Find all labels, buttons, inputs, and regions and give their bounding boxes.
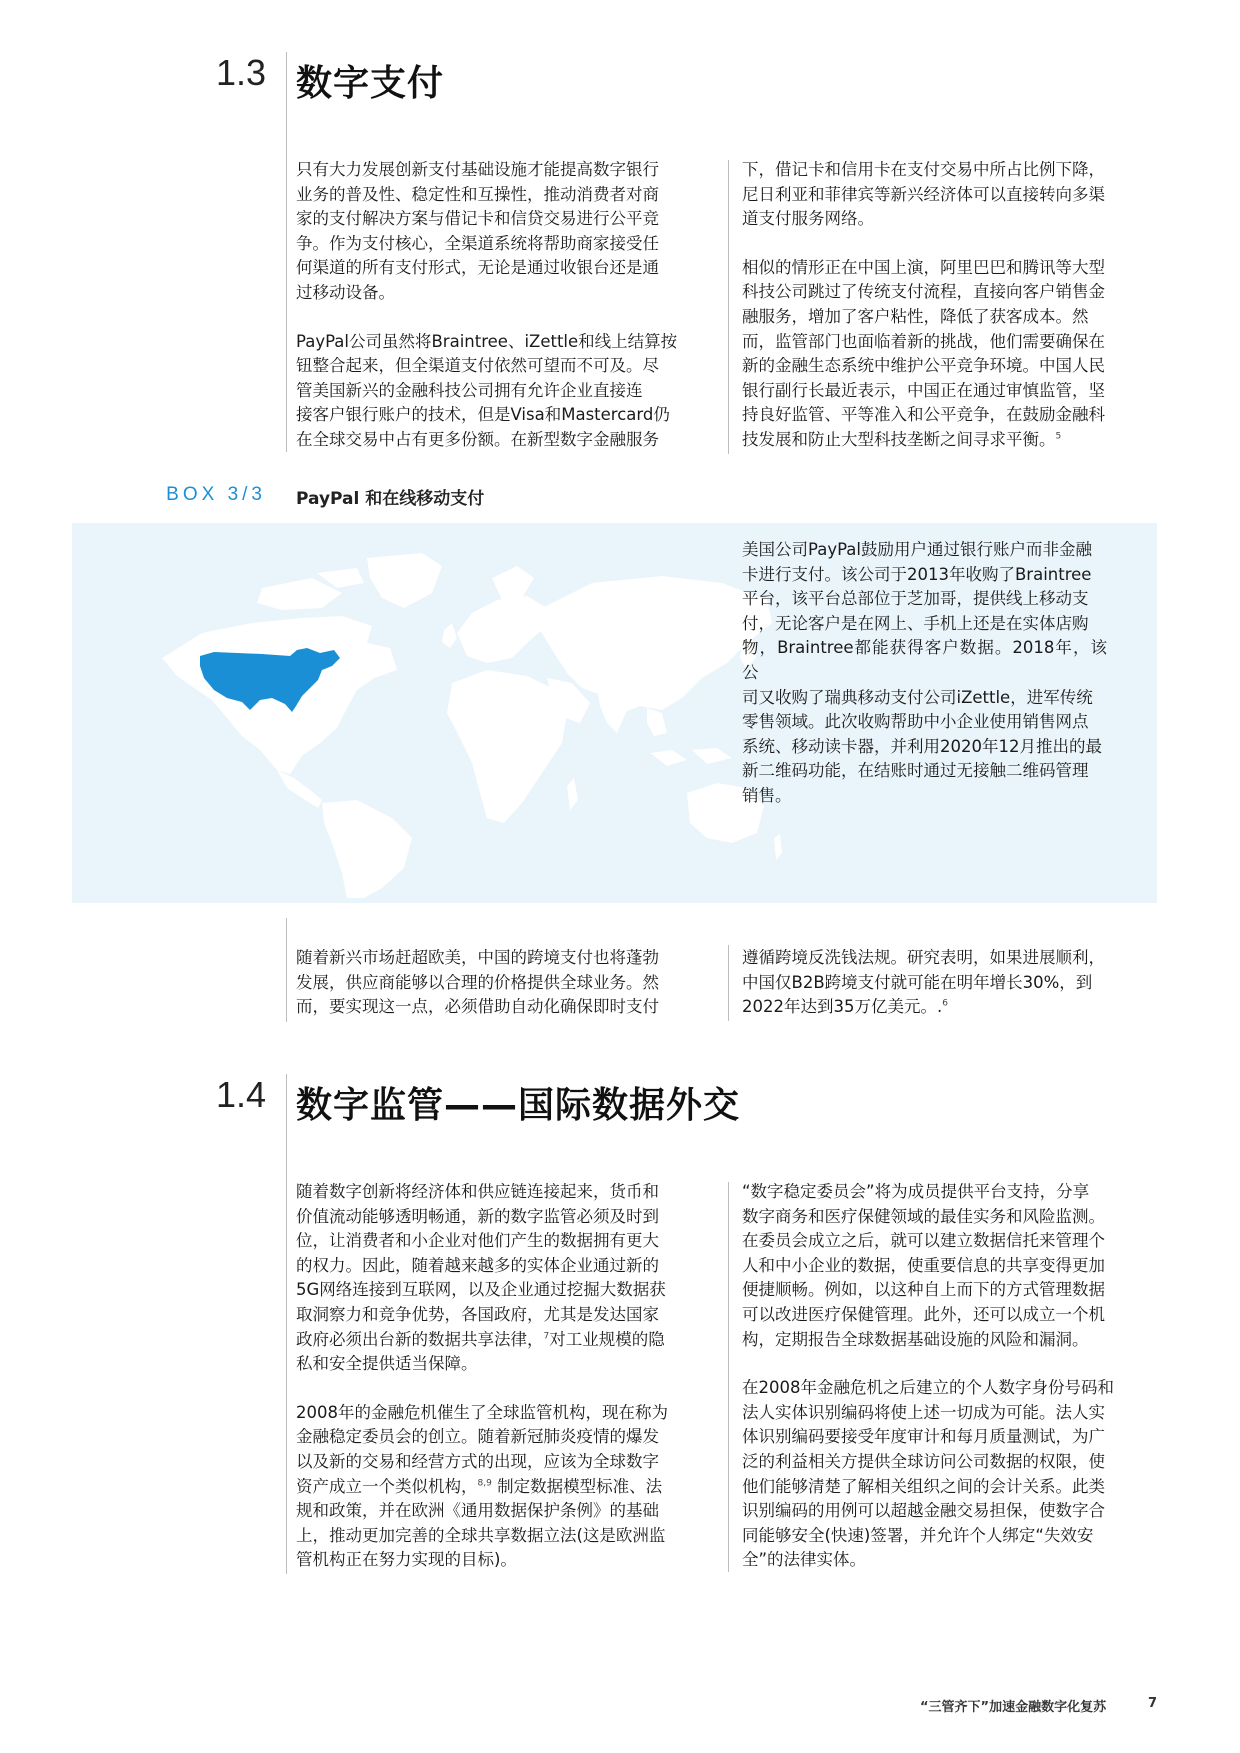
section-divider-line (286, 52, 287, 452)
footnote-marker: 7 (543, 1331, 550, 1342)
box-panel (72, 523, 1157, 903)
column-divider-line (728, 160, 729, 454)
section14-right-column (742, 1180, 1162, 1597)
box-title: PayPal 和在线移动支付 (296, 489, 485, 509)
afterbox-right-column (742, 946, 1162, 1020)
paragraph-text: 随着数字创新将经济体和供应链连接起来，货币和 价值流动能够透明畅通，新的数字监管必须及时到 位，让消费者和小企业对他们产生的数据拥有更大 的权力。因此，随着越来越多的实体企业通过新的 5G网络连接到互联网，以及企业通过挖掘大数据获 取洞察力和竞争优势，各国政府，尤其是发达国家 政府必须出台新的数据共享法律， (296, 1182, 666, 1349)
section14-left-column (296, 1180, 711, 1597)
footnote-marker: 8,9 (477, 1478, 492, 1489)
paragraph: PayPal公司虽然将Braintree、iZettle和线上结算按 钮整合起来，但全渠道支付依然可望而不可及。尽 管美国新兴的金融科技公司拥有允许企业直接连 接客户银行账户的技术，但是Visa和Mastercard仍 在全球交易中占有更多份额。在新型数字金融服务 (296, 331, 678, 449)
paragraph: 只有大力发展创新支付基础设施才能提高数字银行 业务的普及性、稳定性和互操性，推动消费者对商 家的支付解决方案与借记卡和信贷交易进行公平竞 争。作为支付核心，全渠道系统将帮助商家接受任 何渠道的所有支付形式，无论是通过收银台还是通 过移动设备。 (296, 160, 659, 302)
paragraph-text: 2008年的金融危机催生了全球监管机构，现在称为 金融稳定委员会的创立。随着新冠肺炎疫情的爆发 以及新的交易和经营方式的出现，应该为全球数字 资产成立一个类似机构， (296, 1402, 668, 1496)
box-label: BOX 3/3 (166, 484, 266, 505)
section13-right-column (742, 158, 1162, 477)
paragraph: 在2008年金融危机之后建立的个人数字身份号码和 法人实体识别编码将使上述一切成为可能。法人实 体识别编码要接受年度审计和每月质量测试，为广 泛的利益相关方提供全球访问公司数据的权限，使 他们能够清楚了解相关组织之间的会计关系。此类 识别编码的用例可以超越金融交易担保，使数字合 同能够安全(快速)签署，并允许个人绑定“失效安 全”的法律实体。 (742, 1378, 1114, 1570)
section-number: 1.3 (215, 52, 266, 93)
section-title: 数字支付 (296, 63, 445, 104)
footer-title: “三管齐下”加速金融数字化复苏 (920, 1700, 1107, 1715)
paragraph-text: 制定数据模型标准、法 规和政策，并在欧洲《通用数据保护条例》的基础 上，推动更加完善的全球共享数据立法(这是欧洲监 管机构正在努力实现的目标)。 (296, 1476, 666, 1570)
paragraph (742, 256, 1162, 453)
section-title: 数字监管——国际数据外交 (296, 1085, 741, 1126)
paragraph-text: 相似的情形正在中国上演，阿里巴巴和腾讯等大型 科技公司跳过了传统支付流程，直接向客户销售金 融服务，增加了客户粘性，降低了获客成本。然 而，监管部门也面临着新的挑战，他们需要确保在 新的金融生态系统中维护公平竞争环境。中国人民 银行副行长最近表示，中国正在通过审慎监管，坚 持良好监管、平等准入和公平竞争，在鼓励金融科 技发展和防止大型科技垄断之间寻求平衡。 (742, 257, 1105, 449)
box-text: 美国公司PayPal鼓励用户通过银行账户而非金融 卡进行支付。该公司于2013年收购了Braintree 平台，该平台总部位于芝加哥，提供线上移动支 付，无论客户是在网上、手机上还是在实体店购 物，Braintree都能获得客户数据。2018年，该公 司又收购了瑞典移动支付公司iZettle，进军传统 零售领域。此次收购帮助中小企业使用销售网点 系统、移动读卡器，并利用2020年12月推出的最 新二维码功能，在结账时通过无接触二维码管理 销售。 (742, 540, 1107, 805)
footnote-marker: 6 (942, 998, 948, 1009)
afterbox-left-column: 随着新兴市场赶超欧美，中国的跨境支付也将蓬勃 发展，供应商能够以合理的价格提供全球业务。然 而，要实现这一点，必须借助自动化确保即时支付 (296, 948, 659, 1017)
page-number: 7 (1148, 1696, 1158, 1711)
section-divider-line (286, 918, 287, 1022)
paragraph (296, 1180, 711, 1377)
paragraph-text: 遵循跨境反洗钱法规。研究表明，如果进展顺利， 中国仅B2B跨境支付就可能在明年增长30%，到 2022年达到35万亿美元。. (742, 948, 1105, 1017)
world-map-image (142, 538, 782, 898)
section-number: 1.4 (215, 1074, 266, 1115)
column-divider-line (728, 945, 729, 1021)
paragraph: “数字稳定委员会”将为成员提供平台支持，分享 数字商务和医疗保健领域的最佳实务和风险监测。 在委员会成立之后，就可以建立数据信托来管理个 人和中小企业的数据，使重要信息的共享变得更加 便捷顺畅。例如，以这种自上而下的方式管理数据 可以改进医疗保健管理。此外，还可以成立一个机 构，定期报告全球数据基础设施的风险和漏洞。 (742, 1182, 1105, 1349)
paragraph-text: 对工业规模的隐 私和安全提供适当保障。 (296, 1329, 665, 1374)
paragraph: 下，借记卡和信用卡在支付交易中所占比例下降， 尼日利亚和菲律宾等新兴经济体可以直接转向多渠 道支付服务网络。 (742, 160, 1105, 229)
section-divider-line (286, 1074, 287, 1574)
footnote-marker: 5 (1055, 431, 1062, 442)
paragraph (296, 1401, 711, 1573)
section13-left-column (296, 158, 711, 477)
column-divider-line (728, 1182, 729, 1572)
